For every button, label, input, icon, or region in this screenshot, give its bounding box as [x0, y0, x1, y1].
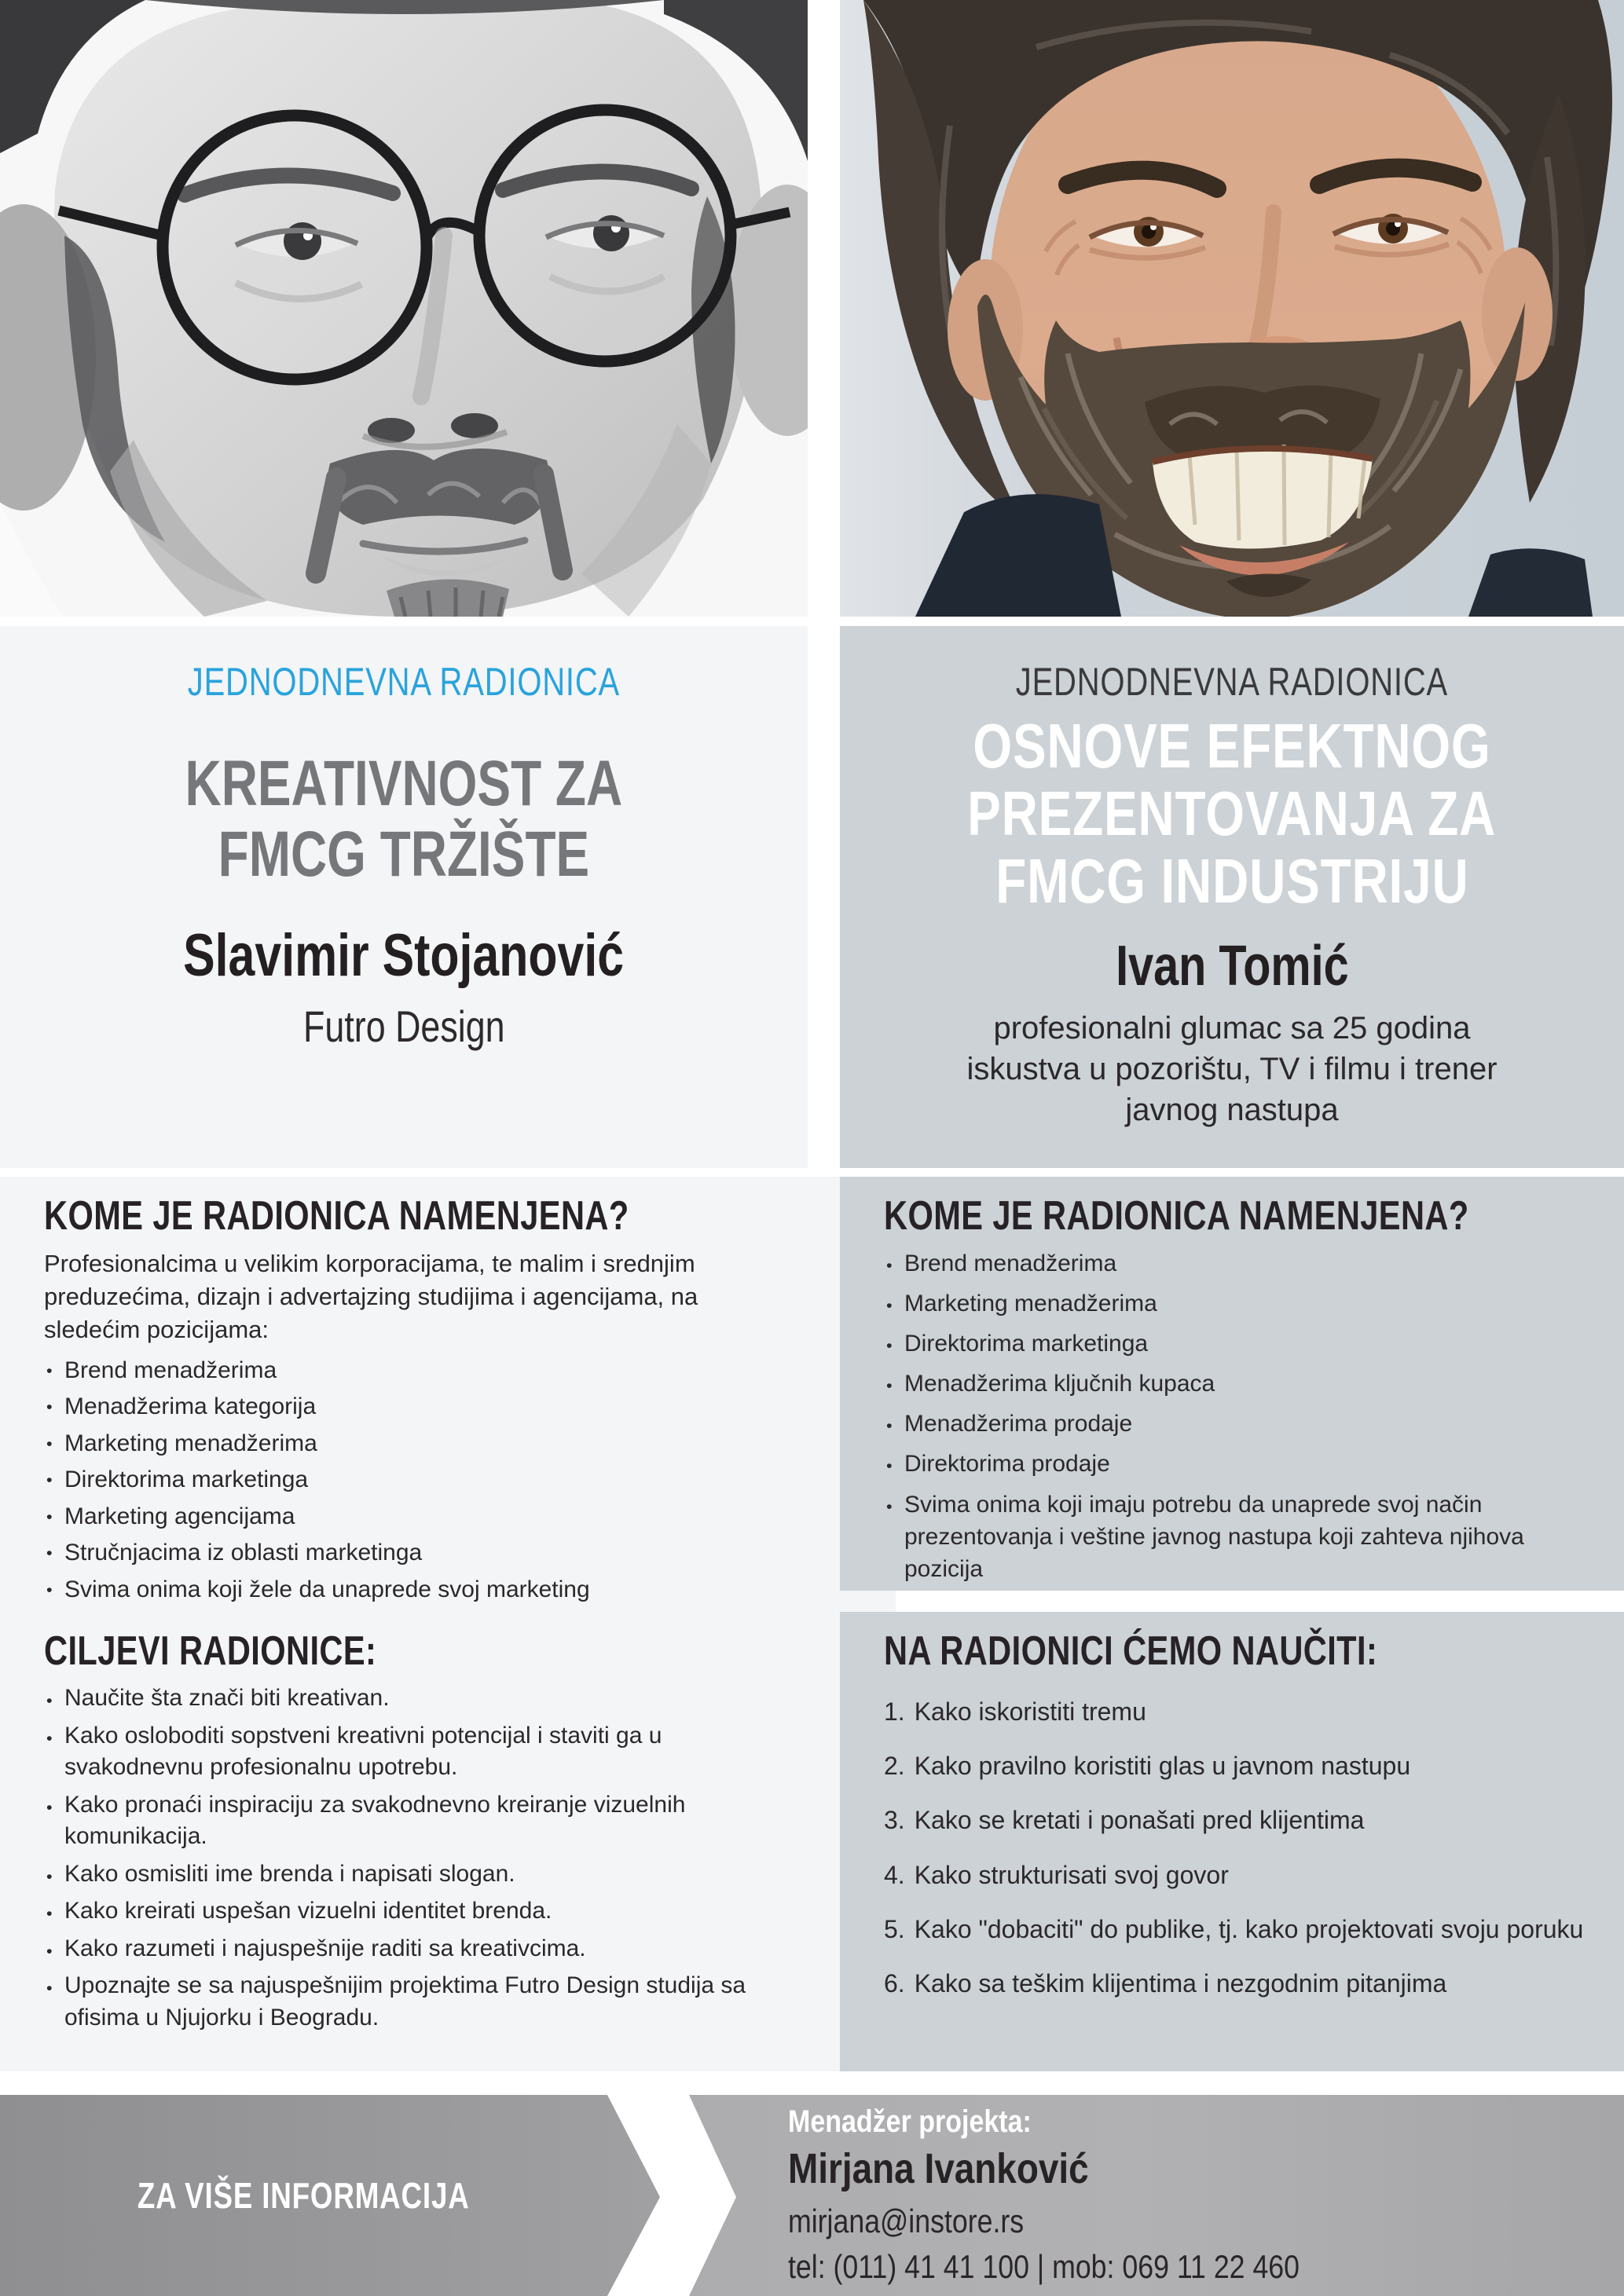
- learnings-list-item: [884, 1858, 1591, 1892]
- audience-list-item: • Direktorima prodaje: [884, 1448, 1560, 1480]
- list-item-number: 4.: [884, 1860, 905, 1889]
- left-title-line-1: KREATIVNOST ZA: [185, 748, 623, 819]
- learnings-list-item: [884, 1803, 1591, 1837]
- learnings-list-item: [884, 1967, 1591, 2001]
- list-item-text: Kako "dobaciti" do publike, tj. kako projektovati svoju poruku: [914, 1914, 1584, 1943]
- audience-list-item: • Svima onima koji žele da unaprede svoj marketing: [44, 1572, 852, 1609]
- list-item-number: 2.: [884, 1752, 905, 1781]
- right-title-line-1: OSNOVE EFEKTNOG: [973, 711, 1491, 781]
- right-learnings-section: [840, 1612, 1624, 2071]
- goals-list-item: • Kako osmisliti ime brenda i napisati slogan.: [44, 1858, 767, 1891]
- left-audience-intro: Profesionalcima u velikim korporacijama, te malim i srednjim preduzećima, dizajn i advertajzing studijima i agencijama, na sledećim pozicijama:: [44, 1250, 698, 1343]
- contact-phone-line: tel: (011) 41 41 100 | mob: 069 11 22 460: [788, 2248, 1300, 2285]
- contact-email: mirjana@instore.rs: [788, 2203, 1025, 2239]
- list-item-text: Kako strukturisati svoj govor: [914, 1860, 1229, 1889]
- goals-list-item: • Kako osloboditi sopstveni kreativni potencijal i staviti ga u svakodnevnu profesionalnu upotrebu.: [44, 1720, 767, 1784]
- portrait-photo-ivan: [840, 0, 1624, 617]
- left-goals-section: [0, 1612, 896, 2071]
- right-workshop-title: [840, 712, 1624, 915]
- audience-list-item: • Marketing menadžerima: [44, 1426, 852, 1463]
- audience-list-item: • Brend menadžerima: [884, 1247, 1560, 1280]
- audience-list-item: • Brend menadžerima: [44, 1353, 852, 1390]
- right-speaker-name: Ivan Tomić: [1115, 935, 1349, 998]
- more-info-label: ZA VIŠE INFORMACIJA: [137, 2175, 470, 2216]
- goals-list-item: • Naučite šta znači biti kreativan.: [44, 1683, 767, 1715]
- audience-list-item: • Marketing agencijama: [44, 1499, 852, 1536]
- list-item-number: 5.: [884, 1914, 905, 1943]
- list-item-text: Kako iskoristiti tremu: [914, 1697, 1146, 1726]
- left-audience-list: [44, 1353, 852, 1609]
- learnings-list-item: [884, 1913, 1591, 1946]
- learnings-list-item: [884, 1749, 1591, 1783]
- right-audience-heading: KOME JE RADIONICA NAMENJENA?: [884, 1193, 1469, 1239]
- list-item-number: 6.: [884, 1968, 905, 1998]
- speaker-description-line: profesionalni glumac sa 25 godina: [993, 1011, 1471, 1045]
- goals-list-item: • Kako razumeti i najuspešnije raditi sa kreativcima.: [44, 1933, 767, 1965]
- right-workshop-label: JEDNODNEVNA RADIONICA: [1015, 660, 1449, 704]
- speaker-description-line: javnog nastupa: [1125, 1093, 1339, 1127]
- audience-list-item: • Direktorima marketinga: [884, 1327, 1560, 1360]
- audience-list-item: • Svima onima koji imaju potrebu da unaprede svoj način prezentovanja i veštine javnog nastupa koji zahteva njihova pozicija: [884, 1489, 1560, 1585]
- goals-list-item: • Kako pronaći inspiraciju za svakodnevno kreiranje vizuelnih komunikacija.: [44, 1789, 767, 1853]
- right-audience-section: [840, 1177, 1624, 1591]
- footer-band: [0, 2095, 1624, 2296]
- left-audience-section: [0, 1177, 896, 1612]
- list-item-number: 3.: [884, 1806, 905, 1835]
- audience-list-item: • Menadžerima kategorija: [44, 1389, 852, 1426]
- learnings-list-item: [884, 1695, 1591, 1729]
- project-manager-label: Menadžer projekta:: [788, 2104, 1032, 2139]
- slavimir-portrait-illustration: [0, 0, 808, 617]
- left-title-block: [0, 626, 808, 1168]
- audience-list-item: • Direktorima marketinga: [44, 1462, 852, 1499]
- left-workshop-label: JEDNODNEVNA RADIONICA: [187, 660, 621, 704]
- contact-block: [788, 2095, 1390, 2286]
- right-audience-list: [884, 1247, 1560, 1585]
- left-speaker-name: Slavimir Stojanović: [183, 922, 625, 990]
- speaker-description-line: iskustva u pozorištu, TV i filmu i trener: [966, 1052, 1498, 1086]
- right-title-line-3: FMCG INDUSTRIJU: [995, 846, 1469, 916]
- left-audience-heading: KOME JE RADIONICA NAMENJENA?: [44, 1193, 629, 1239]
- list-item-text: Kako pravilno koristiti glas u javnom nastupu: [914, 1752, 1411, 1781]
- left-title-line-2: FMCG TRŽIŠTE: [218, 818, 590, 891]
- right-learnings-heading: NA RADIONICI ĆEMO NAUČITI:: [884, 1628, 1378, 1674]
- left-speaker-organization: Futro Design: [302, 1002, 505, 1052]
- audience-list-item: • Marketing menadžerima: [884, 1287, 1560, 1320]
- goals-list-item: • Kako kreirati uspešan vizuelni identitet brenda.: [44, 1895, 767, 1928]
- audience-list-item: • Menadžerima ključnih kupaca: [884, 1368, 1560, 1400]
- left-goals-list: [44, 1683, 767, 2034]
- right-learnings-list: [884, 1695, 1591, 2001]
- right-speaker-description: [840, 1008, 1624, 1130]
- portrait-photo-slavimir: [0, 0, 808, 617]
- goals-list-item: • Upoznajte se sa najuspešnijim projektima Futro Design studija sa ofisima u Njujorku i Beogradu.: [44, 1970, 767, 2034]
- right-title-block: [840, 626, 1624, 1168]
- ivan-portrait-illustration: [840, 0, 1624, 617]
- audience-list-item: • Stručnjacima iz oblasti marketinga: [44, 1535, 852, 1572]
- left-workshop-title: [0, 749, 808, 890]
- audience-list-item: • Menadžerima prodaje: [884, 1408, 1560, 1440]
- list-item-text: Kako sa teškim klijentima i nezgodnim pitanjima: [914, 1968, 1447, 1998]
- left-goals-heading: CILJEVI RADIONICE:: [44, 1628, 377, 1674]
- list-item-number: 1.: [884, 1697, 905, 1726]
- list-item-text: Kako se kretati i ponašati pred klijentima: [914, 1806, 1365, 1835]
- right-title-line-2: PREZENTOVANJA ZA: [967, 778, 1497, 848]
- project-manager-name: Mirjana Ivanković: [788, 2145, 1089, 2192]
